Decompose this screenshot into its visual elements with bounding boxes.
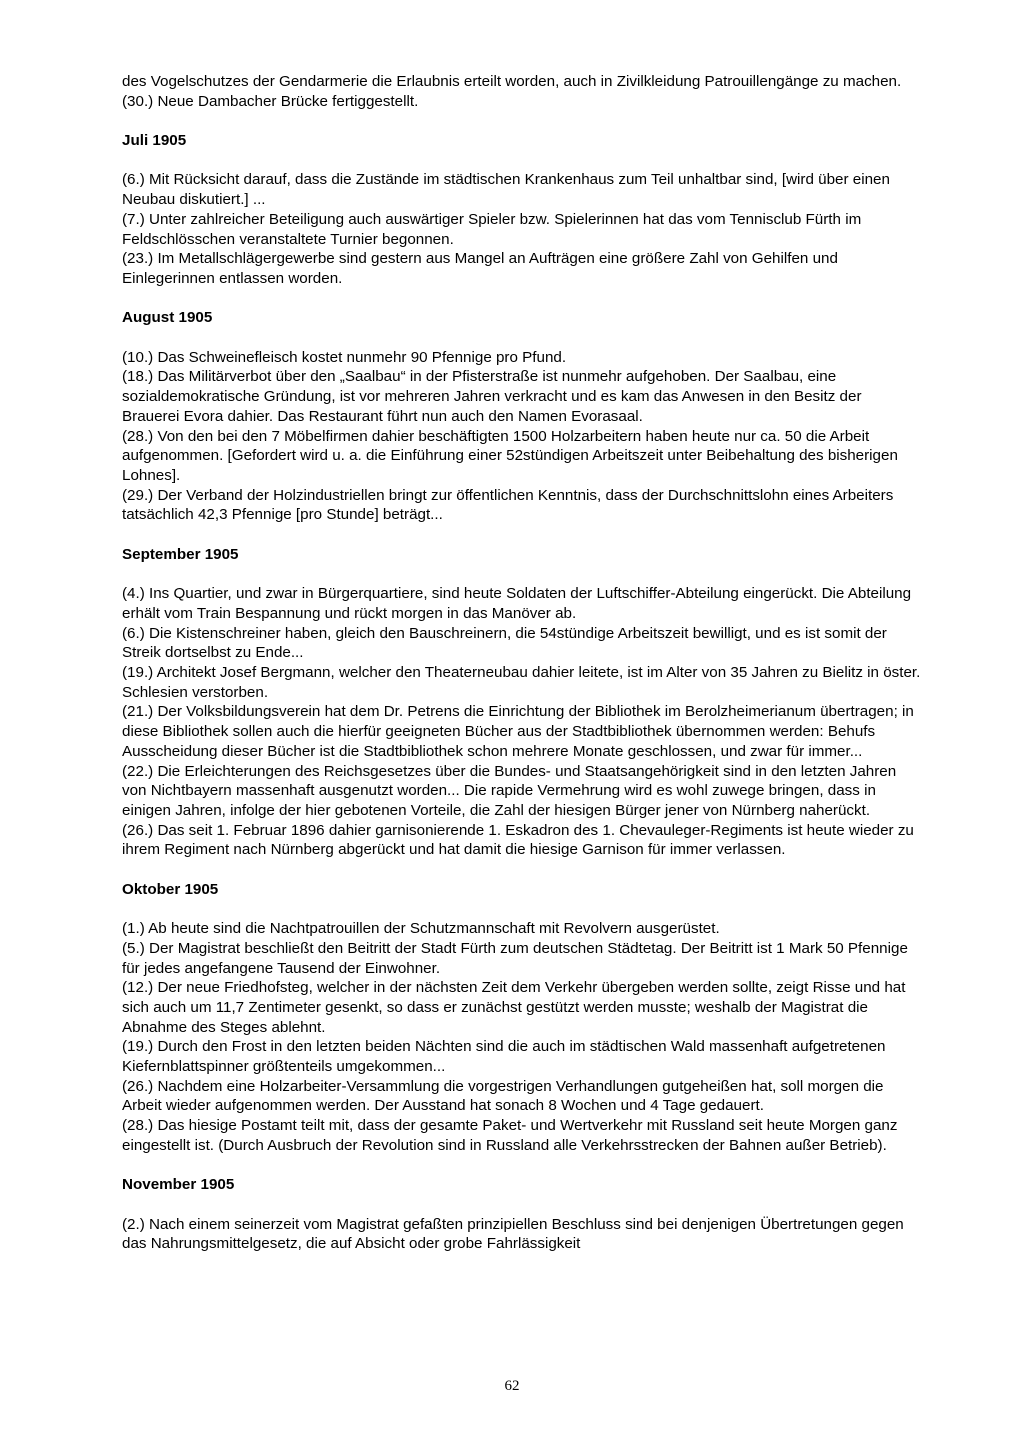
entry-paragraph: (28.) Das hiesige Postamt teilt mit, dass der gesamte Paket- und Wertverkehr mit Russland seit heute Morgen ganz eingestellt ist. (Durch Ausbruch der Revolution sind in Russland alle Verkehrsstrecken der Bahnen außer Betrieb). bbox=[122, 1117, 898, 1154]
intro-paragraph: des Vogelschutzes der Gendarmerie die Erlaubnis erteilt worden, auch in Zivilkleidung Patrouillengänge zu machen. bbox=[122, 73, 902, 90]
section-heading: September 1905 bbox=[122, 545, 239, 563]
entry-paragraph: (19.) Durch den Frost in den letzten beiden Nächten sind die auch im städtischen Wald massenhaft aufgetretenen Kiefernblattspinner größtenteils umgekommen... bbox=[122, 1038, 886, 1076]
section-heading: November 1905 bbox=[122, 1176, 235, 1194]
section-heading: Juli 1905 bbox=[122, 132, 187, 150]
entry-paragraph: (2.) Nach einem seinerzeit vom Magistrat gefaßten prinzipiellen Beschluss sind bei denjenigen Übertretungen gegen das Nahrungsmittelgesetz, die auf Absicht oder grobe Fahrlässigkeit bbox=[122, 1215, 904, 1253]
section-november-1905 bbox=[122, 1175, 922, 1254]
entry-paragraph: (19.) Architekt Josef Bergmann, welcher den Theaterneubau dahier leitete, ist im Alter von 35 Jahren zu Bielitz in öster. Schlesien verstorben. bbox=[122, 664, 921, 701]
entry-paragraph: (18.) Das Militärverbot über den „Saalbau“ in der Pfisterstraße ist nunmehr aufgehoben. Der Saalbau, eine sozialdemokratische Gründung, ist vor mehreren Jahren verkracht und es kam das Anwesen in den Besitz der Brauerei Evora dahier. Das Restaurant führt nun auch den Namen Evorasaal. bbox=[122, 368, 862, 425]
section-august-1905 bbox=[122, 308, 922, 525]
section-heading: August 1905 bbox=[122, 309, 213, 327]
entry-paragraph: (29.) Der Verband der Holzindustriellen bringt zur öffentlichen Kenntnis, dass der Durchschnittslohn eines Arbeiters tatsächlich 42,3 Pfennige [pro Stunde] beträgt... bbox=[122, 486, 894, 524]
section-september-1905 bbox=[122, 545, 922, 860]
section-juli-1905 bbox=[122, 131, 922, 289]
entry-paragraph: (26.) Das seit 1. Februar 1896 dahier garnisonierende 1. Eskadron des 1. Chevauleger-Regiments ist heute wieder zu ihrem Regiment nach Nürnberg abgerückt und hat damit die hiesige Garnison für immer verlassen. bbox=[122, 821, 914, 859]
entry-paragraph: (6.) Mit Rücksicht darauf, dass die Zustände im städtischen Krankenhaus zum Teil unhaltbar sind, [wird über einen Neubau diskutiert.] ... bbox=[122, 171, 890, 209]
entry-paragraph: (22.) Die Erleichterungen des Reichsgesetzes über die Bundes- und Staatsangehörigkeit sind in den letzten Jahren von Nichtbayern massenhaft ausgenutzt worden... Die rapide Vermehrung wird es wohl zuwege bringen, dass in einigen Jahren, infolge der hier gebotenen Vorteile, die Zahl der hiesigen Bürger jener von Nürnberg naherückt. bbox=[122, 762, 897, 819]
entry-paragraph: (23.) Im Metallschlägergewerbe sind gestern aus Mangel an Aufträgen eine größere Zahl von Gehilfen und Einlegerinnen entlassen worden. bbox=[122, 250, 838, 287]
page-number: 62 bbox=[504, 1378, 520, 1394]
entry-paragraph: (6.) Die Kistenschreiner haben, gleich den Bauschreinern, die 54stündige Arbeitszeit bewilligt, und es ist somit der Streik dortselbst zu Ende... bbox=[122, 624, 887, 662]
entry-paragraph: (26.) Nachdem eine Holzarbeiter-Versammlung die vorgestrigen Verhandlungen gutgeheißen hat, soll morgen die Arbeit wieder aufgenommen werden. Der Ausstand hat sonach 8 Wochen und 4 Tage gedauert. bbox=[122, 1077, 884, 1115]
entry-paragraph: (5.) Der Magistrat beschließt den Beitritt der Stadt Fürth zum deutschen Städtetag. Der Beitritt ist 1 Mark 50 Pfennige für jedes angefangene Tausend der Einwohner. bbox=[122, 939, 908, 977]
section-heading: Oktober 1905 bbox=[122, 880, 219, 898]
document-page bbox=[122, 72, 922, 1254]
entry-paragraph: (10.) Das Schweinefleisch kostet nunmehr 90 Pfennige pro Pfund. bbox=[122, 348, 567, 366]
section-oktober-1905 bbox=[122, 880, 922, 1156]
intro-paragraph: (30.) Neue Dambacher Brücke fertiggestellt. bbox=[122, 92, 419, 110]
entry-paragraph: (21.) Der Volksbildungsverein hat dem Dr. Petrens die Einrichtung der Bibliothek im Berolzheimerianum übertragen; in diese Bibliothek sollen auch die hierfür geeigneten Bücher aus der Stadtbibliothek übernommen werden: Behufs Ausscheidung dieser Bücher ist die Stadtbibliothek schon mehrere Monate geschlossen, und zwar für immer... bbox=[122, 703, 914, 760]
entry-paragraph: (12.) Der neue Friedhofsteg, welcher in der nächsten Zeit dem Verkehr übergeben werden sollte, zeigt Risse und hat sich auch um 11,7 Zentimeter gesenkt, so dass er zunächst gestützt werden musste; weshalb der Magistrat die Abnahme des Steges ablehnt. bbox=[122, 979, 906, 1036]
entry-paragraph: (4.) Ins Quartier, und zwar in Bürgerquartiere, sind heute Soldaten der Luftschiffer-Abteilung eingerückt. Die Abteilung erhält vom Train Bespannung und rückt morgen in das Manöver ab. bbox=[122, 585, 912, 622]
entry-paragraph: (1.) Ab heute sind die Nachtpatrouillen der Schutzmannschaft mit Revolvern ausgerüstet. bbox=[122, 920, 720, 938]
intro-block bbox=[122, 72, 922, 111]
entry-paragraph: (7.) Unter zahlreicher Beteiligung auch auswärtiger Spieler bzw. Spielerinnen hat das vom Tennisclub Fürth im Feldschlösschen veranstaltete Turnier begonnen. bbox=[122, 210, 862, 248]
entry-paragraph: (28.) Von den bei den 7 Möbelfirmen dahier beschäftigten 1500 Holzarbeitern haben heute nur ca. 50 die Arbeit aufgenommen. [Gefordert wird u. a. die Einführung einer 52stündigen Arbeitszeit unter Beibehaltung des bisherigen Lohnes]. bbox=[122, 427, 898, 484]
